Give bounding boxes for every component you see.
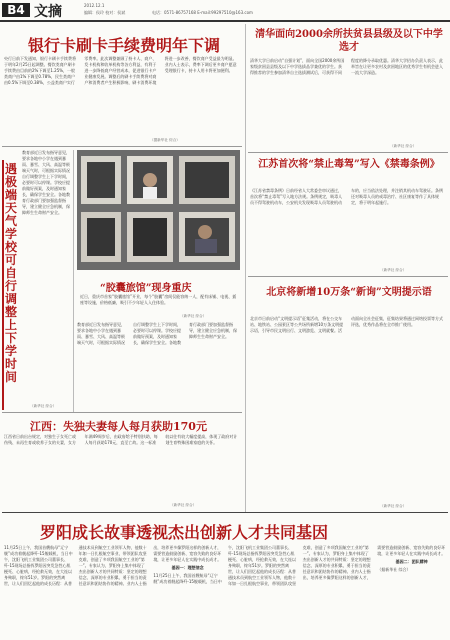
beijing-title: 北京将新增10万条“新询”文明提示语 (266, 287, 432, 298)
luoyang-body (4, 545, 446, 637)
luoyang-body-text: 11月25日上午，我国首艘航母“辽宁舰”成功着舰起降歼-15舰载机，当日中午，沈阳飞机工业集团公司董事长、歼-15现场总指挥罗阳因突发急性心肌梗死、心脏病，经抢救无效，在大连以身殉职，终年51岁。罗阳的突然离世，让人们回忆起他的成长历程：从普通技术员到航空工业领军人物，他数十年如一日扎根航空事业，带领团队攻坚克难，创造了多项我国航空工业的“第一”。专家认为，罗阳身上集中体现了杰出创新人才的共同特质：坚定的理想信念、深厚的专业积累、勇于担当的责任意识和团结协作的精神。业内人士指出，培养更多像罗阳这样的创新人才，需要营造鼓励创新、宽容失败的良好环境，让更多年轻人在实践中成长成才。 (4, 545, 222, 586)
luoyang-subhead-2: 基因二：团队精神 (395, 559, 428, 564)
capsule-hotel-photo (77, 150, 240, 270)
beijing-byline: （新华社 综合） (380, 504, 407, 508)
luoyang-subhead-1: 基因一：理想信念 (171, 565, 204, 570)
vertical-red-bar (2, 160, 4, 410)
jiangxi-byline: （新华社 综合） (170, 503, 197, 507)
page-id: B4 (7, 3, 25, 17)
rule-right-2 (248, 276, 448, 277)
section-name: 文摘 (34, 4, 62, 20)
luoyang-body-text-2: 11月25日上午，我国首艘航母“辽宁舰”成功着舰起降歼-15舰载机，当日中午，沈阳飞机工业集团公司董事长、歼-15现场总指挥罗阳因突发急性心肌梗死、心脏病，经抢救无效，在大连以身殉职，终年51岁。罗阳的突然离世，让人们回忆起他的成长历程：从普通技术员到航空工业领军人物，他数十年如一日扎根航空事业，带领团队攻坚克难，创造了多项我国航空工业的“第一”。专家认为，罗阳身上集中体现了杰出创新人才的共同特质：坚定的理想信念、深厚的专业积累、勇于担当的责任意识和团结协作的精神。业内人士指出，培养更多像罗阳这样的创新人才，需要营造鼓励创新、宽容失败的良好环境，让更多年轻人在实践中成长成才。 (153, 545, 446, 586)
rule-bottom-top (2, 512, 448, 513)
bank-body (4, 56, 239, 138)
bank-title: 银行卡刷卡手续费明年下调 (28, 36, 221, 55)
contact-line: 电话：0571-86757168 E-mail:99297510@163.com (152, 10, 253, 15)
vertical-body (22, 150, 70, 402)
photo-illustration (77, 150, 240, 270)
tsinghua-body-text: 清华大学日前启动“自强计划”，面向全国2000余所国家级贫困县县级及以下中学选拔品学兼优的学生。获得推荐的学生参加清华自主选拔测试后，可获得不同程度的降分录取优惠。清华大学招办负责人表示，此举旨在让更多农村及贫困地区的优秀学生有机会进入一流大学深造。 (250, 58, 443, 75)
photo-caption-text: 近日，重庆市首家“胶囊旅馆”开业，每个“胶囊”房间仅能容纳一人，配有床铺、电视、插座等设施，价格低廉，吸引不少年轻人入住体验。 (80, 294, 237, 305)
rule-left-col (73, 150, 74, 412)
jiangxi-body-text: 江西省日前出台规定，对独生子女死亡或伤残、未再生育或收养子女的夫妻，女方年满49周岁后，由政府给予特别扶助，每人每月获助170元，直至亡故。这一标准较以往有较大幅度提高，体现了政府对计划生育特殊困难家庭的关怀。 (4, 434, 238, 445)
date-line: 2012.12.1 (84, 3, 105, 8)
middle-body-text: 教育部近日发布指导意见，要求各地中小学在遇到暴雨、暴雪、大风、高温等极端天气时，可根据实际情况自行调整学生上下学时间，必要时可以停课。学校应提前做好预案，及时通知家长，确保学生安全。各地教育行政部门要加强监督指导，建立健全应急机制，保障师生生命财产安全。 (77, 322, 237, 345)
luoyang-title: 罗阳成长故事透视杰出创新人才共同基因 (40, 523, 329, 542)
photo-caption-title: “胶囊旅馆”现身重庆 (100, 283, 192, 294)
jiangsu-title: 江苏首次将“禁止毒驾”写入《禁毒条例》 (258, 159, 440, 170)
rule-bank-bottom (2, 146, 242, 147)
tsinghua-body (250, 58, 446, 148)
photo-caption (80, 294, 238, 312)
jiangxi-title: 江西：失独夫妻每人每月获助170元 (30, 420, 207, 433)
photo-byline: （新华社 综合） (180, 314, 207, 318)
vertical-body-text: 教育部近日发布指导意见，要求各地中小学在遇到暴雨、暴雪、大风、高温等极端天气时，可根据实际情况自行调整学生上下学时间，必要时可以停课。学校应提前做好预案，及时通知家长，确保学生安全。各地教育行政部门要加强监督指导，建立健全应急机制，保障师生生命财产安全。 (22, 150, 70, 215)
jiangsu-byline: （新华社 综合） (380, 268, 407, 272)
tsinghua-title: 清华面向2000余所扶贫县县级及以下中学选才 (255, 29, 443, 53)
vertical-byline: （新华社 综合） (30, 404, 57, 408)
middle-body (77, 322, 240, 408)
rule-main-vertical (245, 24, 246, 512)
jiangsu-body-text: 《江苏省禁毒条例》日前经省人大常委会审议通过，首次将“禁止毒驾”写入地方法规。条例规定，吸毒人员不得驾驶机动车，公安机关发现吸毒人员驾驶机动车的，应当依法处理，并注销其机动车驾驶证。条例还对吸毒人员的戒毒治疗、社区康复等作了具体规定，将于明年起施行。 (250, 188, 443, 205)
beijing-body (250, 316, 446, 502)
page-number-badge (2, 3, 30, 17)
jiangxi-body (4, 434, 240, 506)
tsinghua-byline: （新华社 综合） (390, 144, 417, 148)
vertical-title: 遇极端天气学校可自行调整上下学时间 (5, 162, 18, 384)
beijing-body-text: 北京市日前启动“文明提示语”征集活动，将在公交车站、地铁站、公园景区等公共场所新增10万条文明提示语，引导市民文明出行、文明游览、文明就餐。活动面向全社会征集，征集结果将通过网络投票等方式评选，优秀作品将在全市推广使用。 (250, 316, 443, 333)
bank-body-text: 央行日前下发通知，银行卡刷卡手续费将于明年2月25日起调整。餐饮类商户刷卡手续费由目前的2%下调至1.25%，一般类商户由1%下调至0.78%，民生类商户由0.5%下调至0.38%，公益类商户实行零费率。此次调整兼顾了持卡人、商户、发卡机构和收单机构等各方利益，有利于进一步降低商户经营成本，促进银行卡产业健康发展。调整后的刷卡手续费将对商户和消费者产生积极影响，刷卡消费环境将进一步改善，餐饮商户受益最为明显。业内人士表示，费率下调后更多商户愿意受理银行卡，持卡人用卡将更加便利。 (4, 56, 237, 85)
masthead-rule (0, 20, 450, 22)
rule-mid-left (2, 412, 242, 413)
luoyang-byline: （据新华社 综合） (377, 567, 411, 572)
masthead (0, 0, 450, 22)
editor-line: 编辑：侯玲 校对：侯斌 (84, 10, 126, 15)
rule-right-1 (248, 152, 448, 153)
jiangsu-body (250, 188, 446, 270)
bank-byline: （据新华社 综合） (150, 138, 180, 142)
